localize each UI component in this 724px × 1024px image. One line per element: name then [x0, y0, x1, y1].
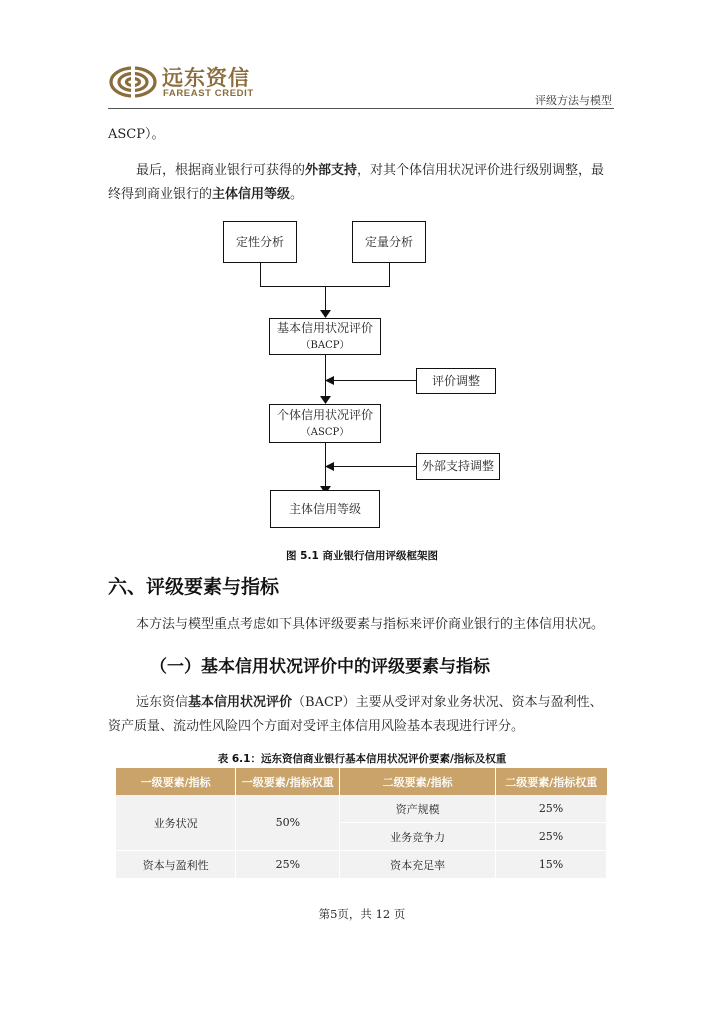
text-run: 远东资信 [136, 695, 189, 710]
flow-box-external-support [416, 453, 500, 480]
document-title: 评级方法与模型 [535, 94, 612, 107]
emphasis-text: 主体信用等级 [212, 187, 291, 202]
table-cell-level2: 资产规模 [340, 795, 496, 823]
table-caption: 表 6.1：远东资信商业银行基本信用状况评价要素/指标及权重 [217, 753, 507, 765]
flow-connector [389, 263, 390, 286]
table-header-cell: 二级要素/指标权重 [496, 768, 607, 795]
section-heading: 六、评级要素与指标 [108, 576, 280, 598]
paragraph-continuation: ASCP）。 [108, 127, 165, 142]
table-cell-level1: 业务状况 [116, 795, 236, 851]
logo-icon [108, 64, 158, 100]
flow-connector [260, 286, 390, 287]
table-header-cell: 一级要素/指标 [116, 768, 236, 795]
flow-label: （ASCP） [300, 426, 350, 438]
flow-label: 评价调整 [431, 373, 480, 388]
paragraph-bacp [108, 691, 614, 739]
flow-connector [325, 355, 326, 398]
flow-label: （BACP） [300, 339, 350, 351]
flow-connector [325, 286, 326, 312]
text-run: ，对其个体信用状况评价进行级别调整，最终得到商业银行的 [108, 163, 605, 202]
table-cell-weight1: 50% [236, 795, 340, 851]
flow-label: 外部支持调整 [421, 459, 494, 473]
flow-box-quantitative [352, 221, 426, 263]
table-cell-weight2: 25% [496, 823, 607, 851]
table-header-cell: 二级要素/指标 [340, 768, 496, 795]
flow-box-final-rating [270, 490, 380, 528]
flow-connector [333, 380, 416, 381]
flow-connector [325, 443, 326, 488]
table-row [116, 851, 607, 879]
table-cell-weight2: 15% [496, 851, 607, 879]
figure-caption: 图 5.1 商业银行信用评级框架图 [286, 550, 438, 562]
table-header-cell: 一级要素/指标权重 [236, 768, 340, 795]
flow-box-qualitative [223, 221, 297, 263]
flow-box-ascp [269, 404, 381, 443]
arrow-left-icon [325, 462, 334, 471]
arrow-down-icon [320, 396, 331, 404]
flow-connector [260, 263, 261, 286]
arrow-down-icon [320, 486, 331, 494]
arrow-left-icon [325, 376, 334, 385]
flow-box-rating-adjust [416, 368, 496, 394]
text-run: 。 [290, 187, 304, 202]
subsection-heading: （一）基本信用状况评价中的评级要素与指标 [150, 657, 490, 677]
arrow-down-icon [320, 310, 331, 318]
section-intro: 本方法与模型重点考虑如下具体评级要素与指标来评价商业银行的主体信用状况。 [136, 617, 605, 632]
table-cell-weight2: 25% [496, 795, 607, 823]
flow-box-bacp [269, 318, 381, 355]
flow-label: 基本信用状况评价 [276, 320, 373, 335]
table-cell-level1: 资本与盈利性 [116, 851, 236, 879]
text-run: （BACP）主要从受评对象业务状况、资本与盈利性、资产质量、流动性风险四个方面对受评主体信用风险基本表现进行评分。 [108, 695, 603, 734]
emphasis-text: 基本信用状况评价 [188, 695, 293, 710]
paragraph-external-support [108, 159, 614, 207]
logo-english-name: FAREAST CREDIT [163, 88, 254, 99]
page-number: 第5页，共 12 页 [318, 907, 406, 921]
table-cell-weight1: 25% [236, 851, 340, 879]
table-row [116, 795, 607, 823]
table-cell-level2: 业务竞争力 [340, 823, 496, 851]
table-cell-level2: 资本充足率 [340, 851, 496, 879]
flow-label: 定性分析 [235, 234, 284, 249]
flow-label: 定量分析 [364, 234, 413, 249]
emphasis-text: 外部支持 [305, 163, 358, 178]
text-run: 最后，根据商业银行可获得的 [136, 163, 306, 178]
indicator-weight-table [116, 768, 607, 879]
table-header-row [116, 768, 607, 795]
flow-connector [333, 466, 416, 467]
flow-label: 主体信用等级 [288, 501, 361, 516]
flow-label: 个体信用状况评价 [276, 407, 373, 422]
header-divider [108, 108, 614, 109]
logo-chinese-name: 远东资信 [162, 66, 250, 90]
